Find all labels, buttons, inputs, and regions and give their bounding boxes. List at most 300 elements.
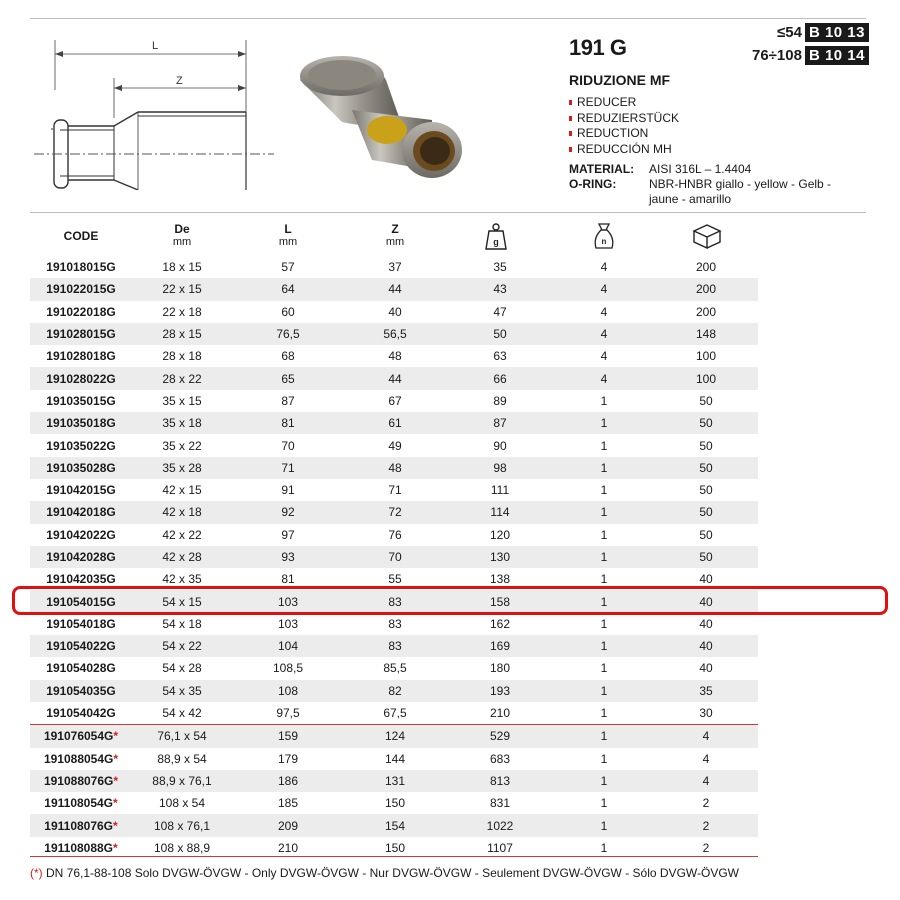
cell-z-text: 40 <box>388 304 402 319</box>
cell-bag-text: 1 <box>600 505 608 520</box>
cell-de-text: 54 x 35 <box>162 683 202 698</box>
cell-z <box>344 439 446 453</box>
cell-l-text: 76,5 <box>276 327 300 342</box>
cell-bag <box>554 439 654 453</box>
cell-box-text: 100 <box>695 371 717 386</box>
cell-z-text: 67 <box>388 393 402 408</box>
cell-de <box>132 550 232 564</box>
cell-de <box>132 706 232 720</box>
cell-z-text: 83 <box>388 594 402 609</box>
cell-de <box>132 528 232 542</box>
cell-box-text: 4 <box>702 773 710 788</box>
footnote-marker: (*) <box>30 866 43 880</box>
cell-bag <box>554 260 654 274</box>
cell-l <box>232 416 344 430</box>
cell-box-text: 40 <box>699 594 713 609</box>
cell-l <box>232 661 344 675</box>
cell-box <box>654 752 758 766</box>
cell-bag-text: 4 <box>600 371 608 386</box>
dimension-z-label: Z <box>176 75 183 87</box>
cell-l <box>232 796 344 810</box>
cell-l-text: 97 <box>281 527 295 542</box>
cell-de-text: 35 x 15 <box>162 393 202 408</box>
translations-list <box>569 95 679 157</box>
cell-bag-text: 1 <box>600 483 608 498</box>
cell-bag <box>554 372 654 386</box>
cell-code-text: 191022018G <box>46 304 116 319</box>
cell-l-text: 81 <box>281 416 295 431</box>
cell-z <box>344 305 446 319</box>
cell-l-text: 71 <box>281 460 295 475</box>
header-de-unit: mm <box>172 236 192 248</box>
cell-code-text: 191042015G <box>46 483 116 498</box>
cell-de-text: 35 x 28 <box>162 460 202 475</box>
cell-l-text: 87 <box>281 393 295 408</box>
cell-z-text: 71 <box>388 483 402 498</box>
table-row <box>30 546 758 568</box>
cell-l-text: 186 <box>277 773 299 788</box>
cell-g <box>446 372 554 386</box>
cell-z-text: 83 <box>388 616 402 631</box>
cell-g-text: 180 <box>489 661 511 676</box>
standard-badges <box>752 22 869 68</box>
cell-bag <box>554 639 654 653</box>
cell-de-text: 42 x 35 <box>162 572 202 587</box>
cell-l <box>232 305 344 319</box>
cell-g <box>446 819 554 833</box>
cell-bag-text: 1 <box>600 616 608 631</box>
cell-z-text: 150 <box>384 840 406 855</box>
cell-box <box>654 841 758 855</box>
cell-code <box>30 752 132 766</box>
cell-bag <box>554 505 654 519</box>
cell-z-text: 44 <box>388 282 402 297</box>
cell-l-text: 93 <box>281 550 295 564</box>
cell-box <box>654 729 758 743</box>
cell-box-text: 200 <box>695 282 717 297</box>
badge-code: B 10 13 <box>805 23 869 42</box>
cell-code <box>30 617 132 631</box>
cell-code <box>30 528 132 542</box>
cell-g-text: 1107 <box>487 840 513 855</box>
cell-code-text: 191018015G <box>46 260 116 275</box>
cell-box <box>654 617 758 631</box>
header-z-unit: mm <box>385 236 405 248</box>
cell-box <box>654 639 758 653</box>
cell-l <box>232 550 344 564</box>
cell-code-text: 191042035G <box>46 572 116 587</box>
table-row <box>30 657 758 679</box>
cell-de <box>132 617 232 631</box>
cell-box-text: 2 <box>702 818 710 833</box>
cell-de <box>132 774 232 788</box>
cell-g-text: 210 <box>489 706 511 721</box>
cell-bag <box>554 327 654 341</box>
cell-bag <box>554 483 654 497</box>
badge-range: 76÷108 <box>752 47 802 64</box>
cell-code-text: 191042018G <box>46 505 116 520</box>
cell-g <box>446 327 554 341</box>
cell-bag <box>554 706 654 720</box>
cell-code-text: 191108088G <box>44 840 114 855</box>
cell-bag-text: 1 <box>600 438 608 453</box>
cell-de-text: 28 x 18 <box>162 349 202 364</box>
table-row <box>30 770 758 792</box>
cell-code <box>30 349 132 363</box>
cell-de-text: 22 x 18 <box>162 304 202 319</box>
cell-code-text: 191035015G <box>46 393 116 408</box>
cell-g-text: 98 <box>493 460 507 475</box>
cell-l <box>232 684 344 698</box>
cell-de <box>132 752 232 766</box>
cell-de-text: 35 x 18 <box>162 416 202 431</box>
cell-z <box>344 550 446 564</box>
cell-de <box>132 372 232 386</box>
cell-g-text: 158 <box>489 594 511 609</box>
cell-box-text: 50 <box>699 393 713 408</box>
cell-l <box>232 260 344 274</box>
dvgw-only-marker: * <box>113 840 118 855</box>
cell-bag <box>554 841 654 855</box>
cell-code-text: 191035022G <box>46 438 116 453</box>
cell-code-text: 191088054G <box>43 751 114 766</box>
table-row <box>30 479 758 501</box>
cell-box <box>654 572 758 586</box>
cell-g <box>446 394 554 408</box>
cell-z <box>344 796 446 810</box>
cell-l <box>232 461 344 475</box>
cell-code-text: 191088076G <box>43 773 114 788</box>
cell-g-text: 35 <box>493 260 507 275</box>
table-bottom-rule <box>30 856 758 857</box>
badge-range: ≤54 <box>777 24 802 41</box>
cell-code <box>30 639 132 653</box>
cell-z-text: 124 <box>384 729 406 744</box>
header-z-label: Z <box>391 222 399 236</box>
cell-g <box>446 774 554 788</box>
cell-bag <box>554 349 654 363</box>
cell-de-text: 88,9 x 76,1 <box>152 773 212 788</box>
cell-de-text: 108 x 88,9 <box>153 840 211 855</box>
cell-de <box>132 841 232 855</box>
cell-code <box>30 729 132 743</box>
cell-de <box>132 661 232 675</box>
cell-code-text: 191054018G <box>46 616 116 631</box>
table-row <box>30 613 758 635</box>
cell-code <box>30 439 132 453</box>
cell-l <box>232 774 344 788</box>
cell-g <box>446 661 554 675</box>
cell-z-text: 85,5 <box>383 661 407 676</box>
cell-z-text: 83 <box>388 639 402 654</box>
cell-bag-text: 1 <box>600 683 608 698</box>
cell-z-text: 49 <box>388 438 402 453</box>
cell-code <box>30 796 132 810</box>
dvgw-only-marker: * <box>113 773 119 788</box>
translation-item: REDUCCIÓN MH <box>569 142 679 158</box>
oring-value: NBR-HNBR giallo - yellow - Gelb - <box>649 177 832 191</box>
cell-g-text: 66 <box>493 371 507 386</box>
cell-bag-text: 1 <box>600 639 608 654</box>
bag-icon <box>592 222 616 250</box>
cell-code <box>30 774 132 788</box>
cell-g-text: 529 <box>489 729 511 744</box>
cell-l-text: 103 <box>277 616 299 631</box>
cell-z <box>344 819 446 833</box>
cell-g <box>446 639 554 653</box>
table-row <box>30 792 758 814</box>
table-row <box>30 323 758 345</box>
product-table <box>30 220 758 859</box>
cell-g-text: 43 <box>493 282 507 297</box>
cell-z-text: 150 <box>384 796 406 811</box>
cell-box-text: 148 <box>695 327 717 342</box>
cell-box <box>654 394 758 408</box>
cell-g <box>446 282 554 296</box>
cell-g <box>446 416 554 430</box>
cell-box-text: 2 <box>702 840 710 855</box>
cell-code-text: 191028018G <box>46 349 116 364</box>
cell-l-text: 92 <box>281 505 295 520</box>
cell-g-text: 47 <box>493 304 507 319</box>
cell-code-text: 191054022G <box>46 639 116 654</box>
cell-g <box>446 260 554 274</box>
cell-bag <box>554 394 654 408</box>
header-l-label: L <box>284 222 292 236</box>
cell-z-text: 72 <box>388 505 402 520</box>
cell-box-text: 50 <box>699 505 713 520</box>
cell-de-text: 42 x 28 <box>162 550 202 564</box>
header-code: CODE <box>63 229 99 243</box>
cell-z <box>344 505 446 519</box>
cell-box-text: 40 <box>699 572 713 587</box>
table-row <box>30 278 758 300</box>
cell-l-text: 81 <box>281 572 295 587</box>
cell-l <box>232 282 344 296</box>
cell-z <box>344 349 446 363</box>
cell-l <box>232 349 344 363</box>
cell-l-text: 70 <box>281 438 295 453</box>
cell-z <box>344 617 446 631</box>
cell-z <box>344 706 446 720</box>
cell-box <box>654 461 758 475</box>
dimension-l-label: L <box>152 40 159 52</box>
cell-box-text: 200 <box>695 260 717 275</box>
cell-code <box>30 550 132 564</box>
cell-bag-text: 1 <box>600 393 608 408</box>
cell-bag-text: 1 <box>600 550 608 564</box>
cell-code-text: 191054035G <box>46 683 116 698</box>
header-l-unit: mm <box>278 236 298 248</box>
cell-z <box>344 483 446 497</box>
oring-label: O-RING: <box>569 177 617 191</box>
cell-de <box>132 796 232 810</box>
cell-l-text: 103 <box>277 594 299 609</box>
cell-g-text: 813 <box>489 773 511 788</box>
cell-de <box>132 416 232 430</box>
cell-bag-text: 1 <box>600 594 608 609</box>
cell-z <box>344 282 446 296</box>
cell-bag-text: 1 <box>600 661 608 676</box>
cell-z-text: 56,5 <box>383 327 407 342</box>
cell-de-text: 54 x 22 <box>162 639 202 654</box>
cell-l-text: 97,5 <box>276 706 300 721</box>
cell-g-text: 193 <box>489 683 511 698</box>
cell-l <box>232 706 344 720</box>
header-l <box>232 223 344 249</box>
cell-bag <box>554 752 654 766</box>
cell-code-text: 191108076G <box>44 818 114 833</box>
cell-code <box>30 819 132 833</box>
cell-code <box>30 505 132 519</box>
cell-z <box>344 684 446 698</box>
cell-code <box>30 706 132 720</box>
cell-bag-text: 1 <box>600 460 608 475</box>
cell-z <box>344 394 446 408</box>
cell-code <box>30 372 132 386</box>
table-row <box>30 635 758 657</box>
cell-box-text: 4 <box>702 729 710 744</box>
cell-g-text: 1022 <box>486 818 514 833</box>
cell-de-text: 54 x 28 <box>162 661 202 676</box>
cell-g-text: 114 <box>490 505 510 520</box>
cell-box <box>654 550 758 564</box>
cell-z-text: 67,5 <box>383 706 407 721</box>
cell-bag <box>554 416 654 430</box>
cell-bag <box>554 684 654 698</box>
cell-bag <box>554 550 654 564</box>
cell-l-text: 108,5 <box>272 661 304 676</box>
cell-z <box>344 752 446 766</box>
footnote-text: DN 76,1-88-108 Solo DVGW-ÖVGW - Only DVGW-ÖVGW - Nur DVGW-ÖVGW - Seulement DVGW-ÖVGW - Sólo DVGW-ÖVGW <box>42 866 739 880</box>
cell-l <box>232 617 344 631</box>
weight-icon <box>485 222 507 250</box>
cell-z <box>344 774 446 788</box>
cell-de <box>132 483 232 497</box>
cell-box <box>654 819 758 833</box>
cell-de-text: 54 x 18 <box>162 616 202 631</box>
cell-de-text: 88,9 x 54 <box>157 751 207 766</box>
dvgw-only-marker: * <box>113 818 118 833</box>
cell-de-text: 35 x 22 <box>162 438 202 453</box>
cell-code-text: 191028022G <box>46 371 116 386</box>
cell-l <box>232 752 344 766</box>
cell-g <box>446 439 554 453</box>
cell-de <box>132 819 232 833</box>
cell-box <box>654 372 758 386</box>
cell-bag <box>554 617 654 631</box>
cell-code-text: 191076054G <box>43 729 114 744</box>
cell-bag <box>554 461 654 475</box>
cell-code <box>30 282 132 296</box>
cell-de <box>132 260 232 274</box>
cell-g-text: 63 <box>493 349 507 364</box>
cell-bag <box>554 282 654 296</box>
cell-de-text: 54 x 42 <box>162 706 202 721</box>
cell-l <box>232 505 344 519</box>
cell-code <box>30 483 132 497</box>
cell-box-text: 200 <box>695 304 717 319</box>
cell-box-text: 4 <box>702 751 710 766</box>
cell-z <box>344 841 446 855</box>
cell-l <box>232 528 344 542</box>
cell-code <box>30 305 132 319</box>
cell-g <box>446 349 554 363</box>
table-row <box>30 501 758 523</box>
cell-code <box>30 684 132 698</box>
cell-de <box>132 461 232 475</box>
cell-box <box>654 706 758 720</box>
cell-box-text: 40 <box>699 661 713 676</box>
cell-l <box>232 639 344 653</box>
cell-box-text: 35 <box>699 683 713 698</box>
cell-g-text: 90 <box>493 438 507 453</box>
cell-z-text: 70 <box>388 550 402 564</box>
cell-code-text: 191022015G <box>46 282 116 297</box>
cell-code-text: 191042022G <box>46 527 116 542</box>
table-row <box>30 680 758 702</box>
cell-g-text: 89 <box>493 393 507 408</box>
cell-g-text: 683 <box>489 751 511 766</box>
cell-g-text: 138 <box>489 572 511 587</box>
table-row <box>30 390 758 412</box>
table-row <box>30 724 758 747</box>
cell-box <box>654 439 758 453</box>
svg-text:n: n <box>601 237 607 246</box>
cell-z <box>344 260 446 274</box>
cell-l-text: 64 <box>281 282 295 297</box>
cell-g <box>446 572 554 586</box>
table-body <box>30 256 758 859</box>
cell-box <box>654 349 758 363</box>
cell-de-text: 54 x 15 <box>162 594 202 609</box>
cell-de-text: 18 x 15 <box>162 260 202 275</box>
cell-box-text: 40 <box>699 639 713 654</box>
cell-bag-text: 1 <box>600 840 608 855</box>
cell-bag-text: 4 <box>600 282 608 297</box>
cell-bag-text: 4 <box>600 304 608 319</box>
cell-g-text: 50 <box>493 327 507 342</box>
cell-box <box>654 260 758 274</box>
cell-bag <box>554 572 654 586</box>
reducer-drawing <box>30 30 276 190</box>
cell-z <box>344 661 446 675</box>
cell-l-text: 91 <box>281 483 295 498</box>
cell-g <box>446 550 554 564</box>
product-name: RIDUZIONE MF <box>569 72 671 88</box>
cell-box <box>654 416 758 430</box>
cell-z-text: 82 <box>388 683 402 698</box>
table-row <box>30 412 758 434</box>
cell-bag-text: 1 <box>600 729 608 744</box>
cell-g <box>446 706 554 720</box>
cell-de-text: 108 x 76,1 <box>153 818 211 833</box>
cell-de-text: 108 x 54 <box>158 796 206 811</box>
cell-box <box>654 661 758 675</box>
translation-item: REDUCTION <box>569 126 679 142</box>
dvgw-only-marker: * <box>113 796 118 811</box>
cell-de <box>132 349 232 363</box>
material-info <box>569 162 831 207</box>
cell-g <box>446 505 554 519</box>
cell-de-text: 28 x 22 <box>162 371 202 386</box>
cell-code-text: 191028015G <box>46 327 116 342</box>
cell-bag <box>554 528 654 542</box>
cell-bag-text: 1 <box>600 818 608 833</box>
cell-box <box>654 774 758 788</box>
cell-de <box>132 505 232 519</box>
cell-box-text: 50 <box>699 483 713 498</box>
